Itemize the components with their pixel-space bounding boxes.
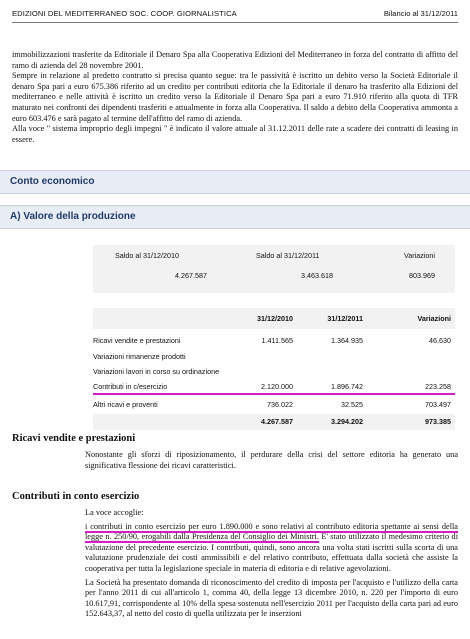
- row-label: Contributi in c/esercizio: [93, 381, 168, 391]
- header-divider: [12, 22, 458, 23]
- intro-text: [12, 50, 458, 145]
- row-value-2010: 2.120.000: [261, 381, 293, 391]
- intro-paragraph-1: immobilizzazioni trasferite da Editoriale il Denaro Spa alla Cooperativa Edizioni del Mediterraneo in forza del contratto di affitto del ramo di azienda del 28 novembre 2001.: [12, 50, 458, 70]
- total-value-2010: 4.267.587: [261, 417, 293, 426]
- total-value-2011: 3.294.202: [331, 417, 363, 426]
- summary-value-2010: 4.267.587: [175, 271, 207, 280]
- row-value-2011: 1.896.742: [331, 381, 363, 391]
- summary-label-variazioni: Variazioni: [403, 251, 435, 260]
- contributi-heading: Contributi in conto esercizio: [12, 491, 140, 502]
- row-value-2010: 736.022: [267, 399, 293, 409]
- intro-paragraph-3: Alla voce " sistema improprio degli impegni " è indicato il valore attuale al 31.12.2011 delle rate a scadere dei contratti di leasing in essere.: [12, 124, 458, 144]
- section-band-conto-economico: [0, 170, 470, 194]
- row-value-variazioni: 46.630: [429, 336, 451, 345]
- table-header-variazioni: Variazioni: [417, 314, 451, 323]
- table-header-row: [93, 308, 455, 329]
- contributi-paragraph-1: [85, 522, 458, 575]
- table-row: [93, 333, 455, 349]
- contributi-paragraph-1-rest: E' stato utilizzato il medesimo criterio di valutazione del precedente esercizio. I contributi, quindi, sono ancora una volta stati iscritti sulla scorta di una valutazione prudenziale dei costi ammissibili e del relativo contributo, effettuata dalla società che assiste la cooperativa per tutta la legislazione speciale in materia di editoria e di relative agevolazioni.: [85, 532, 458, 573]
- summary-box: [93, 245, 455, 293]
- contributi-paragraph-2: La Società ha presentato domanda di riconoscimento del credito di imposta per l'acquisto e l'utilizzo della carta per l'anno 2011 di cui all'articolo 1, comma 40, della legge 13 dicembre 2010, n. 220 per l'importo di euro 10.617,91, corrispondente al 10% della spesa sostenuta nell'esercizio 2011 per l'acquisto della carta pari ad euro 152.643,37, al netto del costo di quella utilizzata per le inserzioni: [85, 577, 458, 619]
- table-header-2011: 31/12/2011: [327, 314, 363, 323]
- intro-paragraph-2: Sempre in relazione al predetto contratto si precisa quanto segue: tra le passività è iscritto un debito verso la Società Editoriale il denaro Spa pari a euro 675.386 riferito ad un credito per contributi editoria che la Editoriale il denaro ha trasferito alla Edizioni del mediterraneo e nelle attività è iscritto un credito verso la Editoriale il Denaro Spa pari a euro 71.910 riferito alla quota di TFR maturato nei confronti dei dipendenti trasferiti e attualmente in forza alla Cooperativa. Il saldo a debito della Cooperativa ammonta a euro 603.476 e sarà pagato al termine dell'affitto del ramo di azienda.: [12, 71, 458, 123]
- table-row-highlighted: [93, 380, 455, 395]
- row-value-2011: 32.525: [341, 399, 363, 409]
- contributi-intro: La voce accoglie:: [85, 508, 144, 517]
- ricavi-text: [85, 450, 458, 474]
- section-title-conto-economico: Conto economico: [10, 176, 95, 187]
- summary-value-variazioni: 803.969: [409, 271, 435, 280]
- row-value-2010: 1.411.565: [261, 336, 293, 345]
- table-header-2010: 31/12/2010: [257, 314, 293, 323]
- valore-produzione-table: [93, 308, 455, 430]
- document-reference: Bilancio al 31/12/2011: [383, 9, 458, 18]
- table-row: [93, 349, 455, 365]
- table-row: [93, 364, 455, 380]
- row-label: Variazioni rimanenze prodotti: [93, 351, 186, 361]
- table-row: [93, 397, 455, 413]
- row-label: Altri ricavi e proventi: [93, 399, 158, 409]
- total-value-variazioni: 973.385: [425, 417, 451, 426]
- ricavi-heading: Ricavi vendite e prestazioni: [12, 433, 136, 444]
- table-total-row: [93, 414, 455, 430]
- section-title-valore-produzione: A) Valore della produzione: [10, 211, 136, 222]
- company-header: EDIZIONI DEL MEDITERRANEO SOC. COOP. GIORNALISTICA: [12, 9, 237, 18]
- row-value-variazioni: 703.497: [425, 399, 451, 409]
- row-label: Ricavi vendite e prestazioni: [93, 336, 181, 345]
- ricavi-paragraph: Nonostante gli sforzi di riposizionamento, il perdurare della crisi del settore editoria ha generato una significativa flessione dei ricavi caratteristici.: [85, 450, 458, 470]
- summary-label-2011: Saldo al 31/12/2011: [256, 251, 320, 260]
- summary-label-2010: Saldo al 31/12/2010: [115, 251, 179, 260]
- section-band-valore-produzione: [0, 205, 470, 229]
- row-value-variazioni: 223.258: [425, 381, 451, 391]
- row-label: Variazioni lavori in corso su ordinazione: [93, 367, 220, 376]
- row-value-2011: 1.364.935: [331, 336, 363, 345]
- summary-value-2011: 3.463.618: [301, 271, 333, 280]
- contributi-highlight: i contributi in conto esercizio per euro 1.890.000 e sono relativi al contributo editoria spettante ai sensi della legge n. 250/90, erogabili dalla Presidenza del Consiglio dei Ministri.: [85, 521, 458, 542]
- contributi-text: [85, 508, 458, 623]
